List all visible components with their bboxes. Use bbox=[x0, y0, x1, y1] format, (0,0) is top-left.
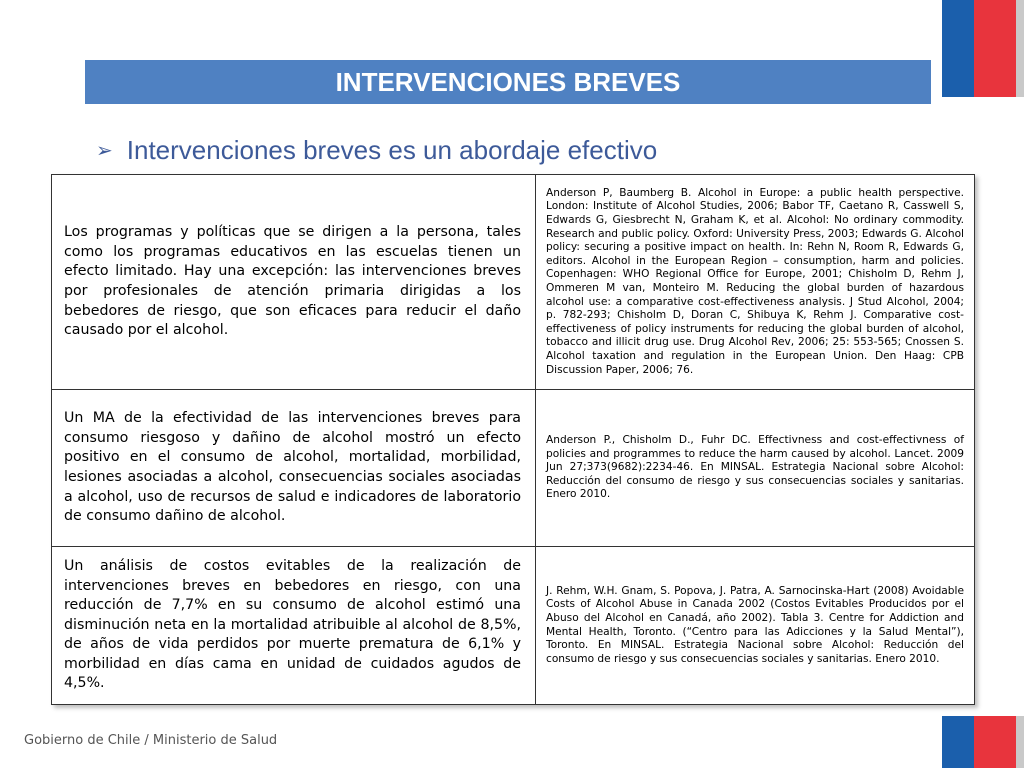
footer-text: Gobierno de Chile / Ministerio de Salud bbox=[24, 733, 278, 748]
flag-red-stripe bbox=[974, 716, 1016, 768]
flag-red-stripe bbox=[974, 0, 1016, 97]
flag-shadow bbox=[1016, 716, 1024, 768]
evidence-table bbox=[51, 174, 975, 705]
flag-blue-stripe bbox=[942, 716, 974, 768]
slide-title-bar bbox=[85, 60, 931, 104]
table-cell-statement: Un MA de la efectividad de las intervenciones breves para consumo riesgoso y dañino de alcohol mostró un efecto positivo en el consumo de alcohol, mortalidad, morbilidad, lesiones asociadas a alcohol, consecuencias sociales asociadas a alcohol, uso de recursos de salud e indicadores de laboratorio de consumo dañino de alcohol. bbox=[52, 390, 536, 547]
flag-stripes-bottom bbox=[942, 716, 1024, 768]
bullet-text: Intervenciones breves es un abordaje efectivo bbox=[126, 134, 658, 165]
table-cell-reference: Anderson P., Chisholm D., Fuhr DC. Effectivness and cost-effectivness of policies and programmes to reduce the harm caused by alcohol. Lancet. 2009 Jun 27;373(9682):2234-46. En MINSAL. Estrategia Nacional sobre Alcohol: Reducción del consumo de riesgo y sus consecuencias sociales y sanitarias. Enero 2010. bbox=[536, 390, 974, 547]
table-cell-statement: Un análisis de costos evitables de la realización de intervenciones breves en bebedores en riesgo, con una reducción de 7,7% en su consumo de alcohol estimó una disminución neta en la mortalidad atribuible al alcohol de 8,5%, de años de vida perdidos por muerte prematura de 6,1% y morbilidad en días cama en unidad de cuidados agudos de 4,5%. bbox=[52, 547, 536, 704]
bullet-point bbox=[96, 132, 657, 168]
table-cell-reference: Anderson P, Baumberg B. Alcohol in Europe: a public health perspective. London: Institute of Alcohol Studies, 2006; Babor TF, Caetano R, Casswell S, Edwards G, Giesbrecht N, Graham K, et al. Alcohol: No ordinary commodity. Research and public policy. Oxford: University Press, 2003; Edwards G. Alcohol policy: securing a positive impact on health. In: Rehn N, Room R, Edwards G, editors. Alcohol in the European Region – consumption, harm and policies. Copenhagen: WHO Regional Office for Europe, 2001; Chisholm D, Rehm J, Ommeren M van, Monteiro M. Reducing the global burden of hazardous alcohol use: a comparative cost-effectiveness analysis. J Stud Alcohol, 2004; p. 782-293; Chisholm D, Doran C, Shibuya K, Rehm J. Comparative cost-effectiveness of policy instruments for reducing the global burden of alcohol, tobacco and illicit drug use. Drug Alcohol Rev, 2006; 25: 553-565; Cnossen S. Alcohol taxation and regulation in the European Union. Den Haag: CPB Discussion Paper, 2006; 76. bbox=[536, 175, 974, 390]
flag-shadow bbox=[1016, 0, 1024, 97]
table-cell-reference: J. Rehm, W.H. Gnam, S. Popova, J. Patra, A. Sarnocinska-Hart (2008) Avoidable Costs of Alcohol Abuse in Canada 2002 (Costos Evitables Producidos por el Abuso del Alcohol en Canadá, año 2002). Tabla 3. Centre for Addiction and Mental Health, Toronto. (“Centro para las Adicciones y la Salud Mental”), Toronto. En MINSAL. Estrategia Nacional sobre Alcohol: Reducción del consumo de riesgo y sus consecuencias sociales y sanitarias. Enero 2010. bbox=[546, 584, 964, 665]
slide-title: INTERVENCIONES BREVES bbox=[335, 66, 681, 97]
flag-blue-stripe bbox=[942, 0, 974, 97]
flag-stripes-top bbox=[942, 0, 1024, 97]
arrow-bullet-icon: ➢ bbox=[96, 139, 113, 162]
table-cell-statement: Los programas y políticas que se dirigen a la persona, tales como los programas educativos en las escuelas tienen un efecto limitado. Hay una excepción: las intervenciones breves por profesionales de atención primaria dirigidas a los bebedores de riesgo, que son eficaces para reducir el daño causado por el alcohol. bbox=[52, 175, 536, 390]
